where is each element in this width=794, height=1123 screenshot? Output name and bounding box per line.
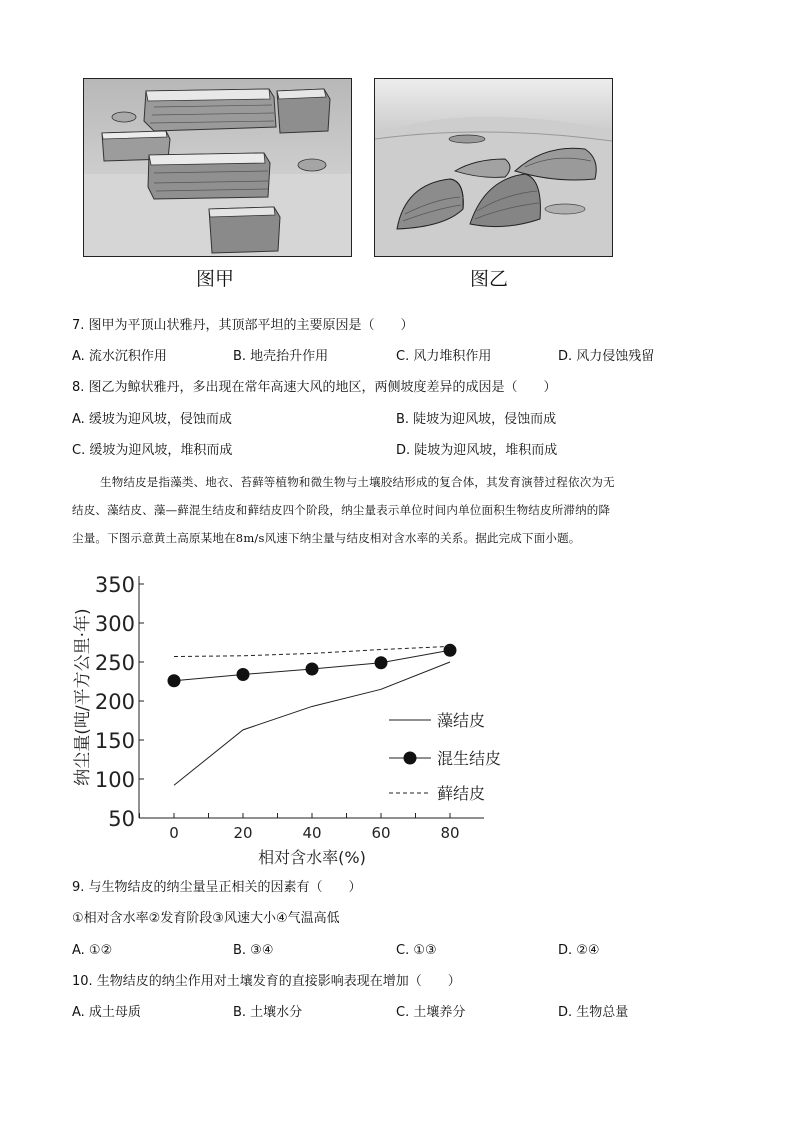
question-7-option-a[interactable]: A. 流水沉积作用 (72, 349, 167, 364)
series-line-2 (174, 646, 450, 656)
question-10-stem: 10. 生物结皮的纳尘作用对土壤发育的直接影响表现在增加（ ） (72, 974, 461, 989)
x-tick-label: 80 (440, 824, 460, 842)
x-axis-label: 相对含水率(%) (258, 848, 366, 867)
reading-passage (72, 468, 727, 552)
figure-yi-image (374, 78, 613, 257)
y-tick-label: 250 (94, 651, 135, 675)
legend-label-1: 混生结皮 (437, 749, 502, 768)
whale-back-yardang-illustration (375, 79, 612, 256)
question-9-option-c[interactable]: C. ①③ (396, 943, 437, 958)
y-tick-label: 100 (94, 768, 135, 792)
x-tick-label: 60 (371, 824, 391, 842)
question-8-option-b[interactable]: B. 陡坡为迎风坡，侵蚀而成 (396, 412, 557, 427)
series-marker-1 (444, 644, 457, 657)
question-9-option-d[interactable]: D. ②④ (558, 943, 600, 958)
y-tick-label: 350 (94, 573, 135, 597)
legend-marker-1 (404, 752, 417, 765)
series-marker-1 (237, 668, 250, 681)
question-7-stem: 7. 图甲为平顶山状雅丹，其顶部平坦的主要原因是（ ） (72, 318, 414, 333)
y-tick-label: 50 (108, 807, 135, 831)
question-7-option-b[interactable]: B. 地壳抬升作用 (233, 349, 329, 364)
question-9-option-a[interactable]: A. ①② (72, 943, 113, 958)
question-10-option-a[interactable]: A. 成土母质 (72, 1005, 141, 1020)
figure-jia-image (83, 78, 352, 257)
x-tick-label: 40 (302, 824, 322, 842)
passage-line: 生物结皮是指藻类、地衣、苔藓等植物和微生物与土壤胶结形成的复合体，其发育演替过程依次为无 (100, 475, 615, 489)
question-8-option-d[interactable]: D. 陡坡为迎风坡，堆积而成 (396, 443, 558, 458)
legend-label-0: 藻结皮 (437, 711, 486, 730)
legend-label-2: 藓结皮 (437, 784, 486, 803)
figure-jia-caption: 图甲 (196, 268, 235, 290)
question-10-option-b[interactable]: B. 土壤水分 (233, 1005, 303, 1020)
question-8-option-c[interactable]: C. 缓坡为迎风坡，堆积而成 (72, 443, 233, 458)
y-tick-label: 150 (94, 729, 135, 753)
series-marker-1 (306, 663, 319, 676)
series-line-0 (174, 662, 450, 785)
question-7-option-c[interactable]: C. 风力堆积作用 (396, 349, 492, 364)
figure-yi-caption: 图乙 (470, 268, 509, 290)
question-9-statements: ①相对含水率②发育阶段③风速大小④气温高低 (72, 911, 340, 926)
series-marker-1 (168, 674, 181, 687)
x-tick-label: 0 (169, 824, 179, 842)
question-7-option-d[interactable]: D. 风力侵蚀残留 (558, 349, 655, 364)
y-axis-label: 纳尘量(吨/平方公里·年) (73, 608, 93, 786)
passage-line: 尘量。下图示意黄土高原某地在8m/s风速下纳尘量与结皮相对含水率的关系。据此完成下面小题。 (72, 531, 581, 545)
question-10-option-d[interactable]: D. 生物总量 (558, 1005, 629, 1020)
y-tick-label: 300 (94, 612, 135, 636)
dust-retention-chart (64, 568, 504, 873)
question-10-option-c[interactable]: C. 土壤养分 (396, 1005, 466, 1020)
question-8-option-a[interactable]: A. 缓坡为迎风坡，侵蚀而成 (72, 412, 232, 427)
series-marker-1 (375, 656, 388, 669)
passage-line: 结皮、藻结皮、藻—藓混生结皮和藓结皮四个阶段，纳尘量表示单位时间内单位面积生物结皮所滞纳的降 (72, 503, 611, 517)
question-9-option-b[interactable]: B. ③④ (233, 943, 274, 958)
flat-top-yardang-illustration (84, 79, 351, 256)
x-tick-label: 20 (233, 824, 253, 842)
question-8-stem: 8. 图乙为鲸状雅丹，多出现在常年高速大风的地区，两侧坡度差异的成因是（ ） (72, 380, 557, 395)
y-tick-label: 200 (94, 690, 135, 714)
question-9-stem: 9. 与生物结皮的纳尘量呈正相关的因素有（ ） (72, 880, 362, 895)
